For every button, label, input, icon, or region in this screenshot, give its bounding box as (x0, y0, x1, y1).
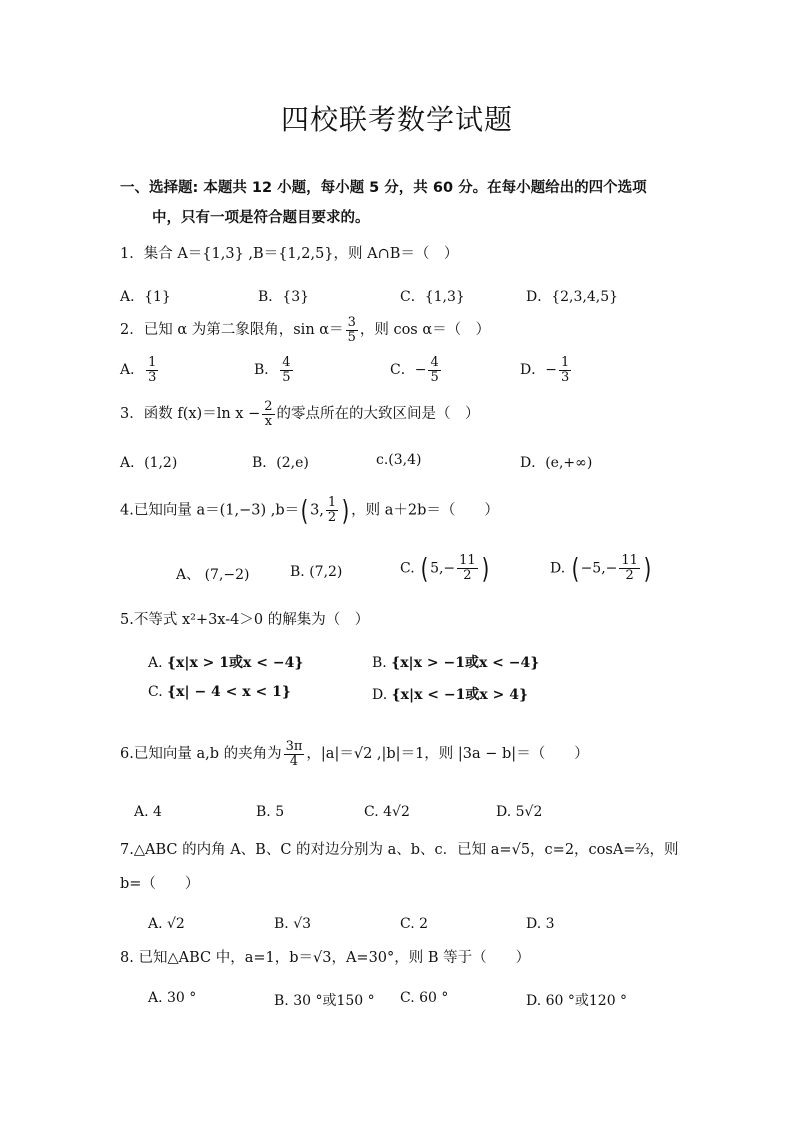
option-label: A． (120, 362, 145, 379)
question-1-option-a: A．{1} (120, 289, 171, 305)
option-fraction (619, 554, 640, 582)
fraction-denominator: 2 (625, 568, 634, 583)
fraction-numerator: 1 (327, 495, 337, 511)
question-7-stem-line2: b=（ ） (120, 876, 200, 892)
option-value: {x|x < −1或x > 4} (391, 687, 528, 703)
option-label: C． (390, 362, 415, 379)
option-fraction (146, 356, 158, 384)
question-2-stem-before: 2．已知 α 为第二象限角，sin α＝ (120, 322, 344, 339)
fraction-denominator: 3 (560, 369, 570, 385)
question-7-option-b: B. √3 (274, 916, 312, 932)
fraction-numerator: 11 (621, 553, 638, 569)
question-4-fraction (326, 496, 338, 524)
question-3-stem (120, 400, 480, 428)
question-2-option-a (120, 356, 160, 384)
option-label: A、 (176, 567, 201, 583)
fraction-numerator: 2 (264, 399, 273, 414)
option-label: B. (290, 564, 305, 580)
question-1-option-c: C．{1,3} (400, 289, 465, 305)
fraction-numerator: 3 (347, 315, 356, 330)
option-label: A. (148, 655, 163, 671)
question-7-stem: 7.△ABC 的内角 A、B、C 的对边分别为 a、b、c．已知 a=√5，c=2，cosA=⅔，则 (120, 842, 679, 858)
question-4-stem-before: 4.已知向量 a＝(1,−3) ,b＝ (120, 502, 300, 519)
question-1-option-d: D．{2,3,4,5} (526, 289, 619, 305)
option-value: {x|x > 1或x < −4} (167, 655, 304, 671)
question-4-option-a (176, 564, 250, 584)
question-5-option-c (148, 684, 291, 700)
question-1-option-b: B．{3} (258, 289, 310, 305)
option-label: D. (550, 560, 566, 577)
question-6-stem (120, 740, 589, 768)
fraction-numerator: 11 (459, 553, 476, 569)
question-6-option-a: A. 4 (134, 804, 162, 820)
fraction-denominator: 5 (430, 369, 439, 385)
vector-component: −5,− (580, 560, 618, 577)
fraction-denominator: 2 (327, 510, 337, 525)
question-5-option-a (148, 652, 303, 672)
option-label: D. (372, 687, 388, 703)
question-6-option-b: B. 5 (256, 804, 285, 820)
vector-component: 5,− (430, 560, 456, 577)
left-paren: ( (420, 552, 429, 585)
fraction-denominator: 3 (148, 369, 157, 385)
question-2-stem (120, 316, 490, 344)
option-value: (7,−2) (204, 567, 250, 583)
question-5-option-d (372, 684, 528, 704)
fraction-denominator: 5 (282, 369, 291, 385)
fraction-denominator: 4 (289, 753, 299, 769)
question-4-option-d (550, 552, 653, 585)
fraction-numerator: 1 (148, 355, 157, 370)
option-label: C. (148, 684, 163, 700)
fraction-numerator: 4 (430, 355, 439, 370)
question-2-option-b (254, 356, 295, 384)
question-6-stem-after: ，|a|＝√2 ,|b|＝1，则 |3a − b|＝（ ） (306, 746, 589, 763)
option-sign: − (545, 362, 557, 379)
fraction-numerator: 3π (285, 739, 303, 754)
question-8-option-c: C. 60 ° (400, 990, 449, 1006)
left-paren: ( (300, 494, 309, 527)
question-2-fraction (346, 316, 358, 344)
question-6-stem-before: 6.已知向量 a,b 的夹角为 (120, 746, 282, 763)
option-fraction (280, 356, 292, 384)
question-2-stem-after: ，则 cos α＝（ ） (359, 322, 491, 339)
fraction-numerator: 1 (560, 355, 570, 370)
question-7-option-d: D. 3 (526, 916, 555, 932)
question-3-stem-before: 3．函数 f(x)＝ln x − (120, 406, 261, 423)
question-5-option-b (372, 652, 539, 672)
question-4-stem-after: ，则 a＋2b＝（ ） (351, 502, 499, 519)
question-7-option-a: A. √2 (148, 916, 185, 932)
fraction-denominator: 5 (347, 329, 356, 345)
option-value: (7,2) (309, 564, 343, 580)
question-3-fraction (262, 400, 274, 428)
question-2-option-d (520, 356, 573, 384)
page-title: 四校联考数学试题 (280, 103, 513, 136)
right-paren: ) (481, 552, 489, 585)
option-fraction (457, 554, 478, 582)
question-7-option-c: C. 2 (400, 916, 429, 932)
option-value: {x| − 4 < x < 1} (167, 684, 291, 700)
question-3-option-a: A．(1,2) (120, 455, 178, 471)
section-header-line1: 一、选择题: 本题共 12 小题，每小题 5 分，共 60 分。在每小题给出的四个选项 (120, 180, 647, 196)
question-4-stem (120, 494, 499, 527)
question-3-stem-after: 的零点所在的大致区间是（ ） (276, 406, 480, 423)
left-paren: ( (571, 552, 579, 585)
question-2-option-c (390, 356, 443, 384)
option-sign: − (414, 362, 427, 379)
vector-component: 3, (310, 502, 324, 519)
option-label: D． (520, 362, 546, 379)
right-paren: ) (643, 552, 652, 585)
option-label: B． (254, 362, 279, 379)
fraction-denominator: x (264, 413, 273, 429)
question-3-option-c: c.(3,4) (376, 452, 422, 468)
option-fraction (428, 356, 440, 384)
question-3-option-b: B．(2,e) (252, 455, 309, 471)
question-4-option-b (290, 564, 342, 580)
question-6-fraction (284, 740, 305, 768)
question-8-stem: 8. 已知△ABC 中，a=1，b＝√3，A=30°，则 B 等于（ ） (120, 950, 531, 966)
fraction-numerator: 4 (282, 355, 291, 370)
option-label: C. (400, 560, 415, 577)
right-paren: ) (341, 494, 350, 527)
question-6-option-c: C. 4√2 (364, 804, 410, 820)
question-8-option-a: A. 30 ° (148, 990, 197, 1006)
question-8-option-b: B. 30 °或150 ° (274, 993, 375, 1009)
question-8-option-d: D. 60 °或120 ° (526, 993, 628, 1009)
question-5-stem: 5.不等式 x²+3x-4＞0 的解集为（ ） (120, 612, 370, 628)
option-fraction (559, 356, 571, 384)
question-1-stem: 1．集合 A＝{1,3} ,B＝{1,2,5}，则 A∩B＝（ ） (120, 246, 459, 262)
option-value: {x|x > −1或x < −4} (391, 655, 540, 671)
question-4-option-c (400, 552, 491, 585)
question-6-option-d: D. 5√2 (496, 804, 543, 820)
question-3-option-d: D．(e,+∞) (520, 455, 593, 471)
option-label: B. (372, 655, 387, 671)
fraction-denominator: 2 (463, 568, 472, 583)
section-header-line2: 中，只有一项是符合题目要求的。 (152, 210, 370, 226)
